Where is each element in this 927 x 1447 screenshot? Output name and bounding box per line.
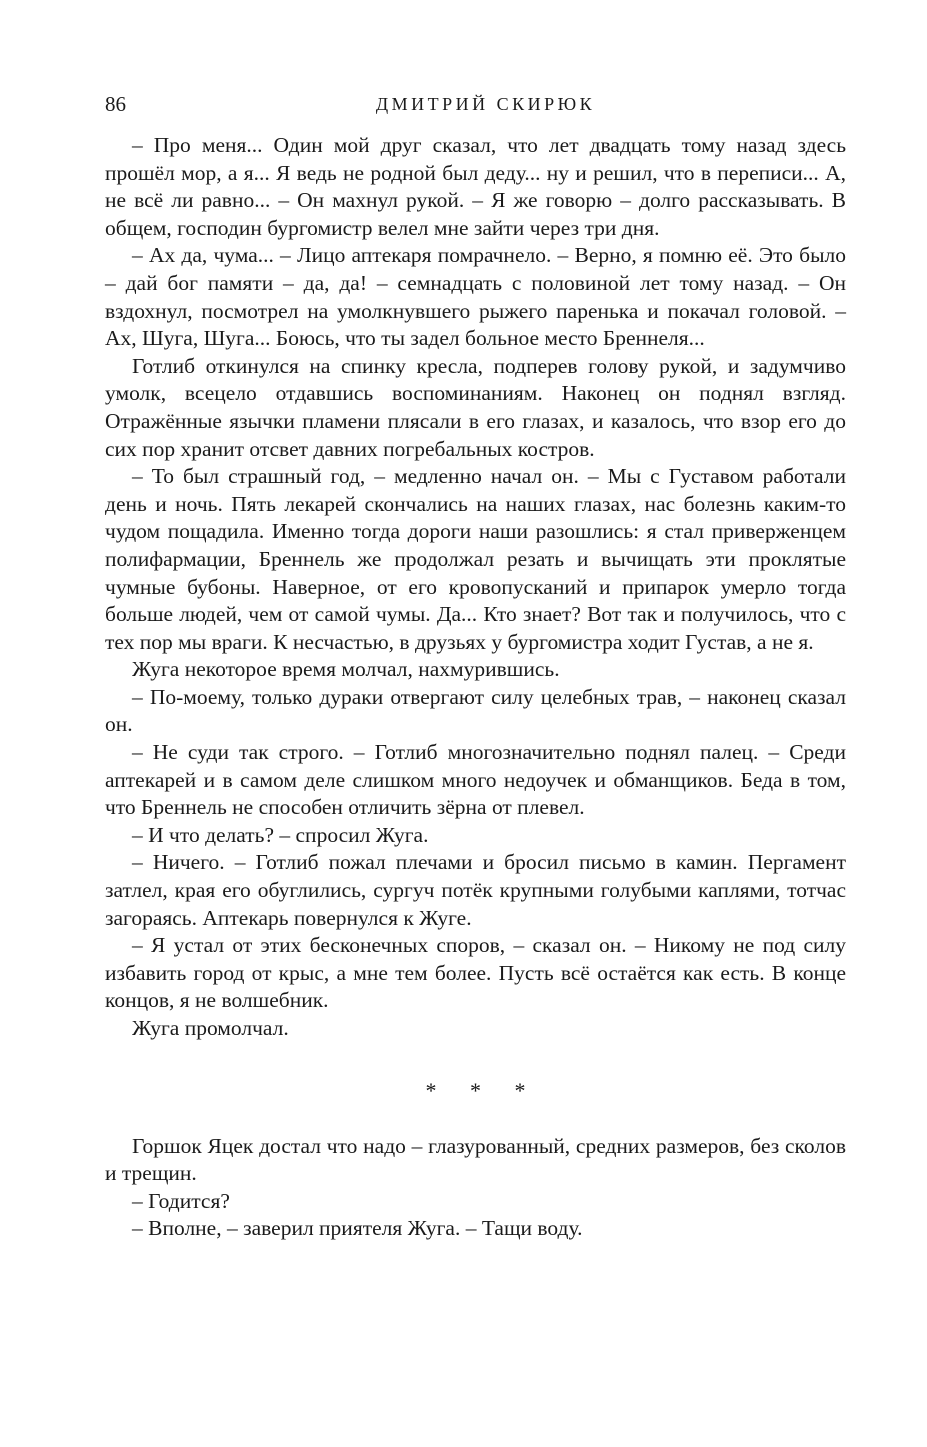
paragraph: Жуга некоторое время молчал, нахмурившись. bbox=[132, 657, 560, 682]
paragraph: – То был страшный год, – медленно начал он. – Мы с Густавом работали день и ночь. Пять лекарей скончались на наших глазах, нас болезнь каким-то чудом пощадила. Именно тогда дороги наши разошлись: я стал приверженцем полифармации, Бреннель же продолжал резать и вычищать эти проклятые чумные бубоны. Наверное, от его кровопусканий и припарок умерло тогда больше людей, чем от самой чумы. Да... Кто знает? Вот так и получилось, что с тех пор мы враги. К несчастью, в друзьях у бургомистра ходит Густав, а не я. bbox=[105, 464, 846, 654]
paragraph: – Ничего. – Готлиб пожал плечами и бросил письмо в камин. Пергамент затлел, края его обуглились, сургуч потёк крупными голубыми каплями, тотчас загораясь. Аптекарь повернулся к Жуге. bbox=[105, 850, 846, 930]
body-text bbox=[105, 132, 846, 1243]
paragraph: – По-моему, только дураки отвергают силу целебных трав, – наконец сказал он. bbox=[105, 684, 846, 737]
paragraph: – Ах да, чума... – Лицо аптекаря помрачнело. – Верно, я помню её. Это было – дай бог памяти – да, да! – семнадцать с половиной лет тому назад. – Он вздохнул, посмотрел на умолкнувшего рыжего паренька и покачал головой. – Ах, Шуга, Шуга... Боюсь, что ты задел больное место Бреннеля... bbox=[105, 243, 846, 351]
page-number: 86 bbox=[105, 92, 126, 116]
running-head bbox=[105, 90, 846, 118]
paragraph: Готлиб откинулся на спинку кресла, подперев голову рукой, и задумчиво умолк, всецело отдавшись воспоминаниям. Наконец он поднял взгляд. Отражённые язычки пламени плясали в его глазах, и казалось, что взор его до сих пор хранит отсвет давних погребальных костров. bbox=[105, 353, 846, 461]
paragraph: – И что делать? – спросил Жуга. bbox=[132, 822, 429, 847]
running-title: ДМИТРИЙ СКИРЮК bbox=[375, 94, 596, 114]
paragraph: – Не суди так строго. – Готлиб многозначительно поднял палец. – Среди аптекарей и в самом деле слишком много недоучек и обманщиков. Беда в том, что Бреннель не способен отличить зёрна от плевел. bbox=[105, 740, 846, 820]
section-separator: * * * bbox=[425, 1077, 540, 1103]
paragraph: Жуга промолчал. bbox=[132, 1016, 289, 1040]
paragraph: Горшок Яцек достал что надо – глазурованный, средних размеров, без сколов и трещин. bbox=[105, 1133, 846, 1186]
paragraph: – Я устал от этих бесконечных споров, – сказал он. – Никому не под силу избавить город от крыс, а мне тем более. Пусть всё остаётся как есть. В конце концов, я не волшебник. bbox=[105, 933, 846, 1013]
paragraph: – Годится? bbox=[132, 1188, 230, 1213]
paragraph: – Про меня... Один мой друг сказал, что лет двадцать тому назад здесь прошёл мор, а я... Я ведь не родной был деду... ну и решил, что в переписи... А, не всё ли равно... – Он махнул рукой. – Я же говорю – долго рассказывать. В общем, господин бургомистр велел мне зайти через три дня. bbox=[105, 133, 846, 240]
paragraph: – Вполне, – заверил приятеля Жуга. – Тащи воду. bbox=[132, 1216, 583, 1241]
